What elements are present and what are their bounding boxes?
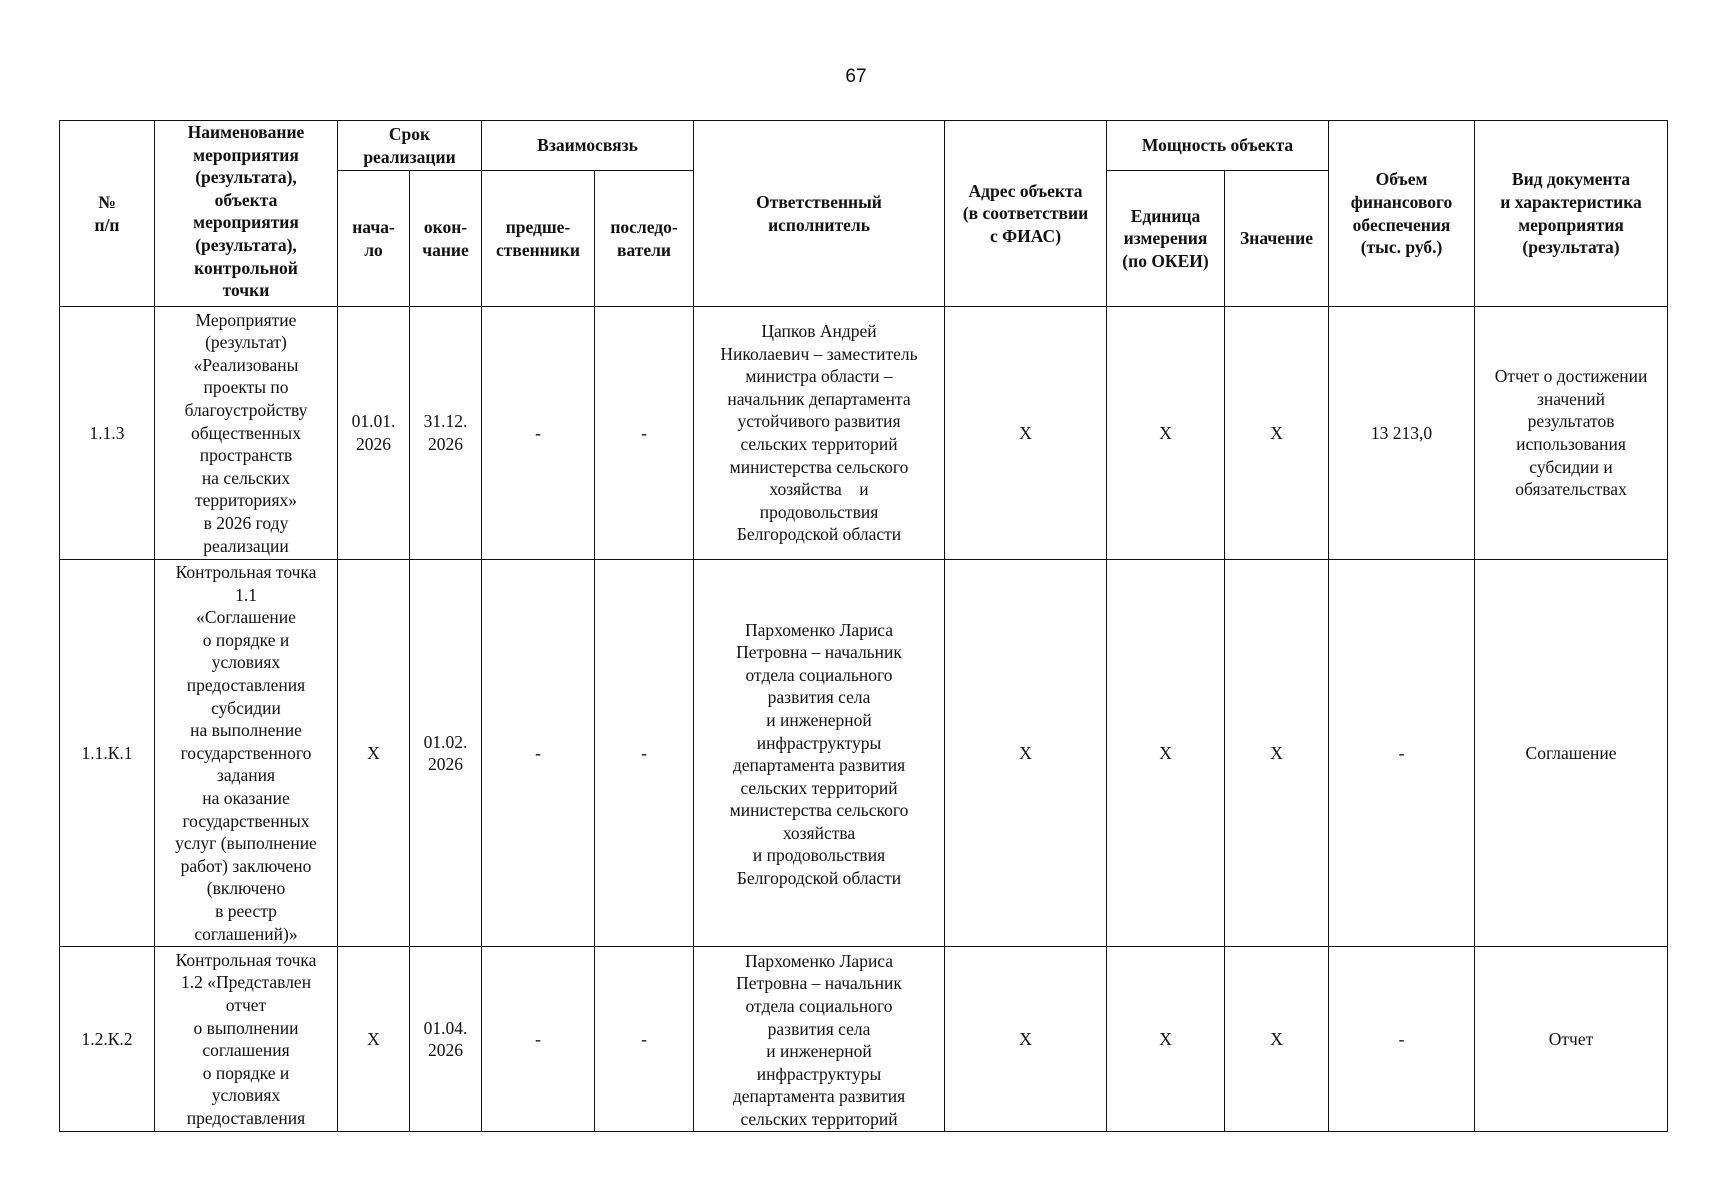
header-term-end: окон- чание — [410, 171, 482, 307]
header-link-next: последо- ватели — [595, 171, 694, 307]
row-next: - — [595, 559, 694, 946]
row-name: Контрольная точка 1.1 «Соглашение о порядке и условиях предоставления субсидии на выполнение государственного задания на оказание государственных услуг (выполнение работ) заключено (включено в реестр соглашений)» — [155, 559, 338, 946]
row-unit: Х — [1107, 307, 1225, 560]
table-row — [60, 307, 1668, 560]
header-link: Взаимосвязь — [482, 121, 694, 171]
row-end: 01.04. 2026 — [410, 947, 482, 1132]
table-row — [60, 947, 1668, 1132]
row-value: Х — [1225, 559, 1329, 946]
row-name: Мероприятие (результат) «Реализованы проекты по благоустройству общественных пространств на сельских территориях» в 2026 году реализации — [155, 307, 338, 560]
row-start: 01.01. 2026 — [338, 307, 410, 560]
row-doc: Соглашение — [1475, 559, 1668, 946]
row-doc: Отчет о достижении значений результатов использования субсидии и обязательствах — [1475, 307, 1668, 560]
row-end: 01.02. 2026 — [410, 559, 482, 946]
header-doc: Вид документа и характеристика мероприятия (результата) — [1475, 121, 1668, 307]
row-address: Х — [945, 307, 1107, 560]
header-term: Срок реализации — [338, 121, 482, 171]
row-end: 31.12. 2026 — [410, 307, 482, 560]
header-executor: Ответственный исполнитель — [694, 121, 945, 307]
row-prev: - — [482, 307, 595, 560]
row-unit: Х — [1107, 559, 1225, 946]
row-unit: Х — [1107, 947, 1225, 1132]
measures-table — [59, 120, 1668, 1132]
row-num: 1.2.К.2 — [60, 947, 155, 1132]
row-next: - — [595, 947, 694, 1132]
row-value: Х — [1225, 307, 1329, 560]
row-start: Х — [338, 559, 410, 946]
row-next: - — [595, 307, 694, 560]
row-value: Х — [1225, 947, 1329, 1132]
row-prev: - — [482, 559, 595, 946]
row-executor: Пархоменко Лариса Петровна – начальник отдела социального развития села и инженерной инфраструктуры департамента развития сельских территорий министерства сельского хозяйства и продовольствия Белгородской области — [694, 559, 945, 946]
header-finance: Объем финансового обеспечения (тыс. руб.) — [1329, 121, 1475, 307]
header-capacity: Мощность объекта — [1107, 121, 1329, 171]
row-executor: Цапков Андрей Николаевич – заместитель министра области – начальник департамента устойчивого развития сельских территорий министерства сельского хозяйства и продовольствия Белгородской области — [694, 307, 945, 560]
row-finance: 13 213,0 — [1329, 307, 1475, 560]
row-address: Х — [945, 947, 1107, 1132]
row-name: Контрольная точка 1.2 «Представлен отчет о выполнении соглашения о порядке и условиях предоставления — [155, 947, 338, 1132]
row-executor: Пархоменко Лариса Петровна – начальник отдела социального развития села и инженерной инфраструктуры департамента развития сельских территорий — [694, 947, 945, 1132]
header-capacity-unit: Единица измерения (по ОКЕИ) — [1107, 171, 1225, 307]
header-term-start: нача- ло — [338, 171, 410, 307]
row-prev: - — [482, 947, 595, 1132]
header-name: Наименование мероприятия (результата), объекта мероприятия (результата), контрольной точки — [155, 121, 338, 307]
row-start: Х — [338, 947, 410, 1132]
row-finance: - — [1329, 947, 1475, 1132]
table-row — [60, 559, 1668, 946]
row-doc: Отчет — [1475, 947, 1668, 1132]
row-num: 1.1.3 — [60, 307, 155, 560]
page-number: 67 — [845, 66, 867, 87]
header-capacity-value: Значение — [1225, 171, 1329, 307]
row-finance: - — [1329, 559, 1475, 946]
row-num: 1.1.К.1 — [60, 559, 155, 946]
header-address: Адрес объекта (в соответствии с ФИАС) — [945, 121, 1107, 307]
header-num: № п/п — [60, 121, 155, 307]
header-link-prev: предше- ственники — [482, 171, 595, 307]
row-address: Х — [945, 559, 1107, 946]
